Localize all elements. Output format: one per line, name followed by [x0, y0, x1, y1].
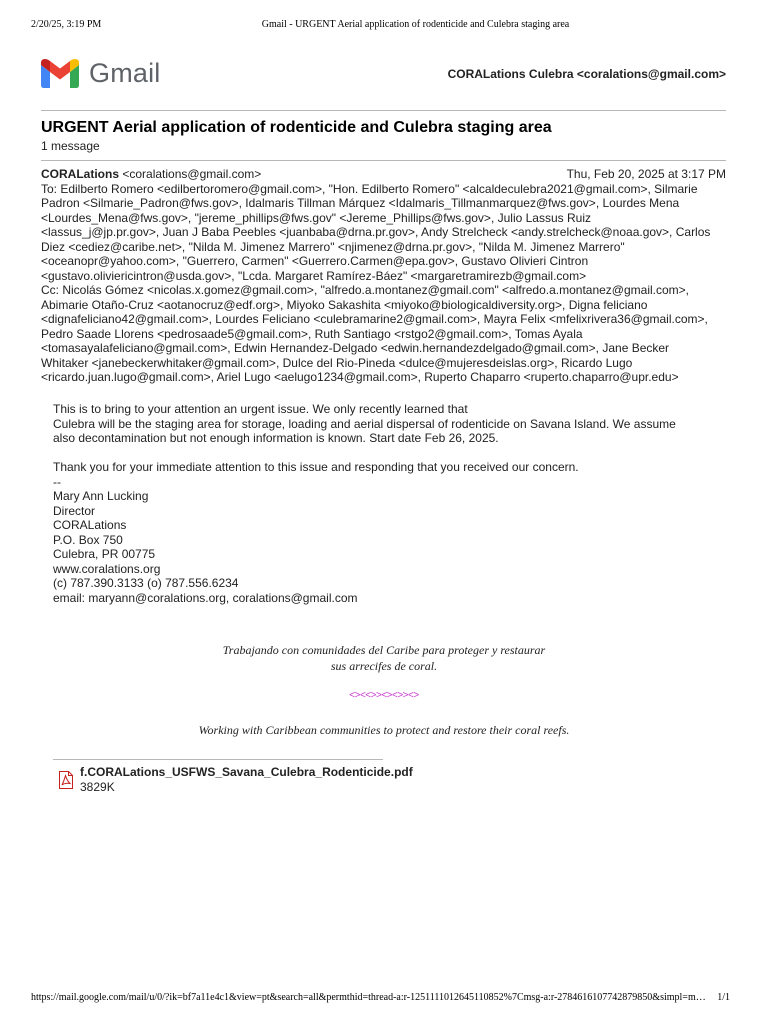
tagline-spanish [0, 642, 768, 674]
header-bar [41, 56, 726, 92]
signature-phone: (c) 787.390.3133 (o) 787.556.6234 [53, 576, 239, 590]
from-row [41, 167, 726, 182]
recipient-line: Abimarie Otaño-Cruz <aotanocruz@edf.org>, Miyoko Sakashita <miyoko@biologicaldiversity.org>, Digna feliciano [41, 297, 648, 312]
signature-name: Mary Ann Lucking [53, 489, 149, 503]
recipient-line: <tomasayalafeliciano@gmail.com>, Edwin Hernandez-Delgado <edwin.hernandezdelgado@gmail.com>, Jane Becker [41, 341, 670, 355]
body-line: This is to bring to your attention an urgent issue. We only recently learned that [53, 402, 468, 416]
signature-title: Director [53, 503, 96, 518]
recipient-line: Whitaker <janebeckerwhitaker@gmail.com>, Dulce del Rio-Pineda <dulce@mujeresdeislas.org>, Ricardo Lugo [41, 355, 633, 370]
attachment-divider [53, 759, 383, 760]
body-line: Culebra will be the staging area for storage, loading and aerial dispersal of rodenticide on Savana Island. We assume [53, 416, 676, 431]
signature-org: CORALations [53, 518, 127, 532]
recipient-line: <lassus_j@jp.pr.gov>, Juan J Baba Peebles <juanbaba@drna.pr.gov>, Andy Strelcheck <andy.strelcheck@noaa.gov>, Carlos [41, 225, 711, 239]
thread-subject: URGENT Aerial application of rodenticide and Culebra staging area [41, 119, 552, 136]
recipient-line: <ricardo.juan.lugo@gmail.com>, Ariel Lugo <aelugo1234@gmail.com>, Ruperto Chaparro <ruperto.chaparro@upr.edu> [41, 370, 679, 384]
account-label: CORALations Culebra <coralations@gmail.com> [447, 67, 726, 81]
gmail-logo[interactable] [41, 58, 161, 89]
signature-city: Culebra, PR 00775 [53, 547, 156, 561]
tagline-english: Working with Caribbean communities to protect and restore their coral reefs. [198, 723, 570, 737]
recipient-line: Cc: Nicolás Gómez <nicolas.x.gomez@gmail.com>, "alfredo.a.montanez@gmail.com" <alfredo.a.montanez@gmail.com>, [41, 283, 689, 297]
body-line: Thank you for your immediate attention to this issue and responding that you received our concern. [53, 460, 579, 474]
message-date: Thu, Feb 20, 2025 at 3:17 PM [566, 167, 726, 181]
message-count: 1 message [41, 139, 100, 153]
to-recipients [41, 182, 726, 284]
recipient-line: <Lourdes_Mena@fws.gov>, "jereme_phillips@fws.gov" <Jereme_Phillips@fws.gov>, Julio Lassus Ruiz [41, 210, 591, 225]
signature-email[interactable]: email: maryann@coralations.org, coralations@gmail.com [53, 590, 358, 605]
gmail-m-icon [41, 59, 79, 88]
divider [41, 160, 726, 161]
sender-name: CORALations [41, 167, 119, 181]
recipient-line: Pedro Saade Llorens <pedrosaade5@gmail.com>, Ruth Santiago <rstgo2@gmail.com>, Tomas Ayala [41, 326, 583, 341]
gmail-wordmark: Gmail [89, 58, 161, 88]
print-page-number: 1/1 [717, 992, 730, 1003]
print-page-title: Gmail - URGENT Aerial application of rodenticide and Culebra staging area [261, 19, 570, 30]
decorative-divider: <><<>><><>><> [349, 690, 419, 701]
recipient-line: To: Edilberto Romero <edilbertoromero@gmail.com>, "Hon. Edilberto Romero" <alcaldeculebra2021@gmail.com>, Silmarie [41, 181, 698, 196]
pdf-file-icon [58, 771, 74, 789]
recipient-line: <gustavo.oliviericintron@usda.gov>, "Lcda. Margaret Ramírez-Báez" <margaretramirezb@gmail.com> [41, 268, 587, 283]
attachment-size: 3829K [80, 780, 115, 794]
message-header [41, 167, 726, 385]
signature-separator: -- [53, 474, 61, 489]
cc-recipients [41, 283, 726, 385]
body-line: also decontamination but not enough information is known. Start date Feb 26, 2025. [53, 431, 499, 445]
recipient-line: Diez <cediez@caribe.net>, "Nilda M. Jimenez Marrero" <njimenez@drna.pr.gov>, "Nilda M. Jimenez Marrero" [41, 239, 625, 254]
attachment-filename[interactable]: f.CORALations_USFWS_Savana_Culebra_Rodenticide.pdf [80, 765, 413, 779]
tagline-line: Trabajando con comunidades del Caribe para proteger y restaurar [222, 643, 546, 657]
print-datetime: 2/20/25, 3:19 PM [31, 19, 102, 30]
paragraph-gap [53, 446, 726, 461]
divider [41, 110, 726, 111]
message-body [53, 402, 726, 605]
print-url: https://mail.google.com/mail/u/0/?ik=bf7a11e4c1&view=pt&search=all&permthid=thread-a:r-1251111012645110852%7Cmsg-a:r-2784616107742879850&simpl=m… [31, 992, 706, 1003]
recipient-line: <oceanopr@yahoo.com>, "Guerrero, Carmen" <Guerrero.Carmen@epa.gov>, Gustavo Olivieri Cintron [41, 254, 589, 268]
tagline-line: sus arrecifes de coral. [330, 659, 438, 673]
signature-address: P.O. Box 750 [53, 532, 123, 547]
recipient-line: <dignafeliciano42@gmail.com>, Lourdes Feliciano <culebramarine2@gmail.com>, Mayra Felix <mfelixrivera36@gmail.com>, [41, 312, 708, 326]
signature-website-link[interactable]: www.coralations.org [53, 561, 161, 576]
sender-email: <coralations@gmail.com> [122, 167, 262, 181]
recipient-line: Padron <Silmarie_Padron@fws.gov>, Idalmaris Tillman Márquez <Idalmaris_Tillmanmarquez@fws.gov>, Lourdes Mena [41, 196, 680, 210]
